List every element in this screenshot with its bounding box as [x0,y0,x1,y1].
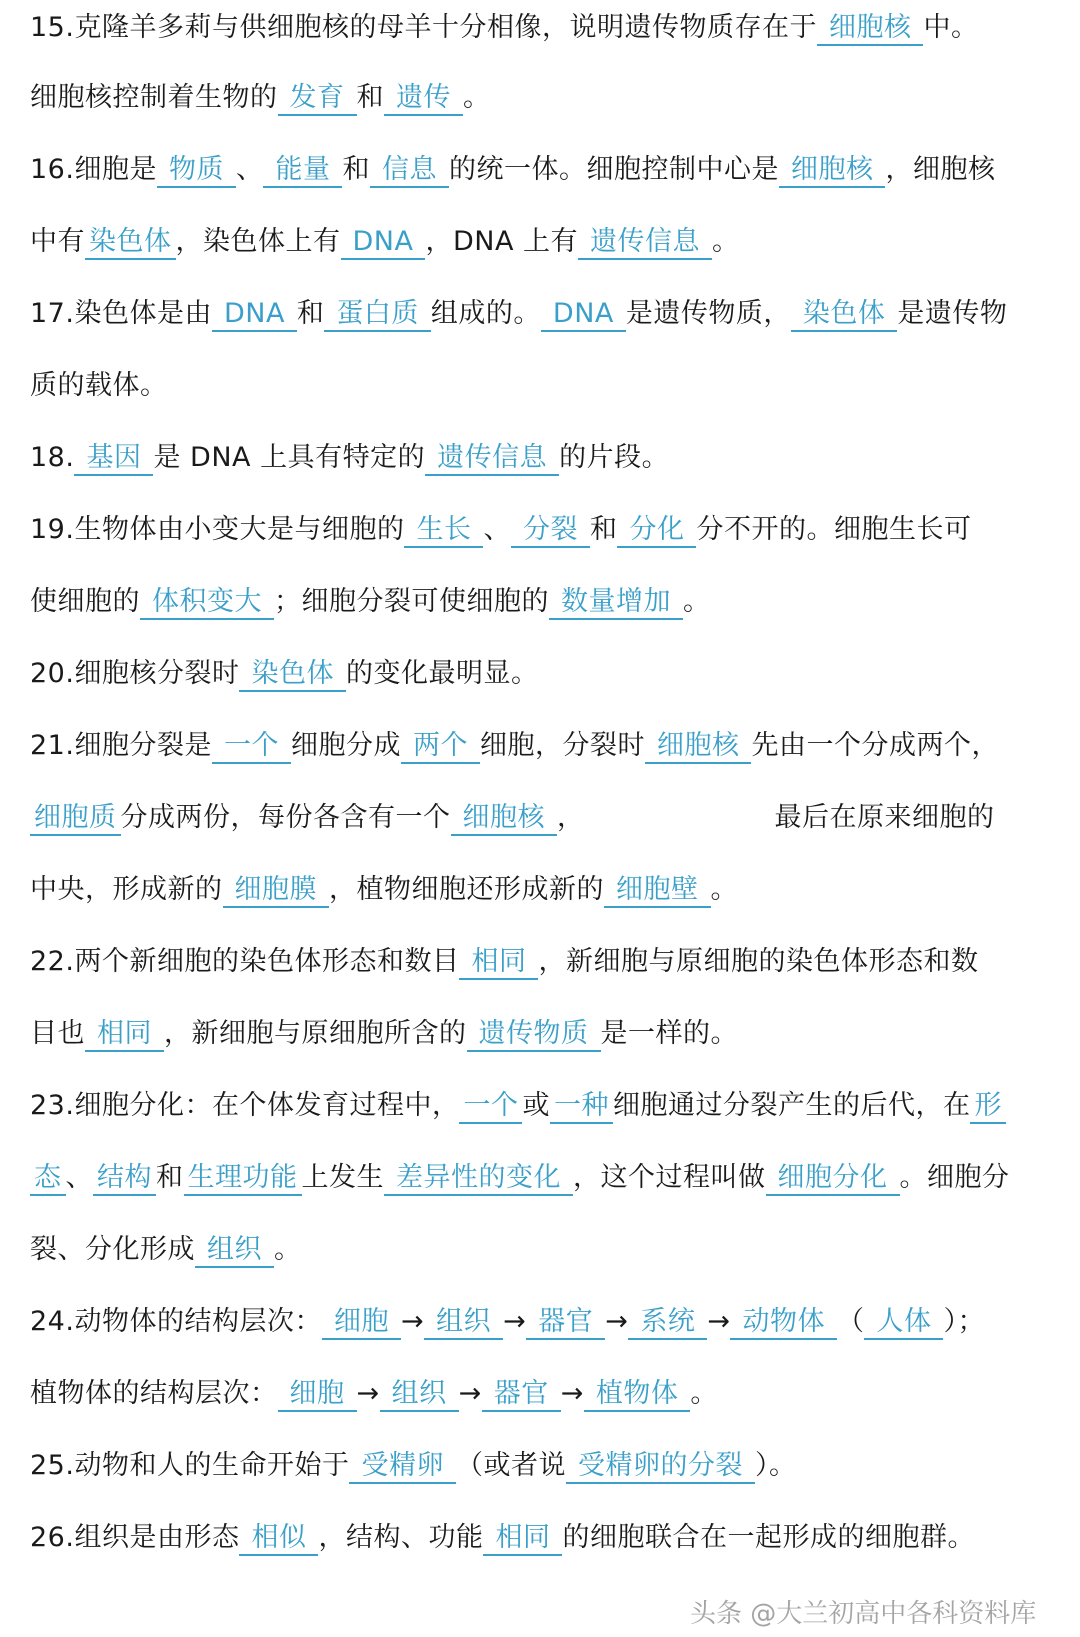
question-text: ，新细胞与原细胞的染色体形态和数 [538,946,979,977]
text-line [30,1374,1062,1414]
question-text: 先由一个分成两个， [751,730,999,761]
text-line [30,510,1062,550]
question-text: 16.细胞是 [30,154,157,185]
question-text: 18. [30,442,75,473]
answer-blank: 细胞 [322,1306,401,1340]
text-line [30,1014,1062,1054]
question-text: 目也 [30,1018,85,1049]
question-text: ，这个过程叫做 [573,1162,766,1193]
answer-blank: 细胞质 [30,802,121,836]
answer-blank: 细胞膜 [223,874,330,908]
question-text: ）。 [754,1450,797,1481]
question-text: 26.组织是由形态 [30,1522,240,1553]
question-text: 是 DNA 上具有特定的 [153,442,426,473]
answer-blank: 细胞核 [817,12,924,46]
answer-blank: 系统 [628,1306,707,1340]
text-line [30,870,1062,910]
answer-blank: 相似 [239,1522,318,1556]
answer-blank: 细胞核 [779,154,886,188]
question-text: 最后在原来细胞的 [774,802,995,833]
question-text: 或 [522,1090,550,1121]
question-text: 。 [712,226,740,257]
text-line [30,1302,1062,1342]
answer-blank: 相同 [459,946,538,980]
question-text: ，植物细胞还形成新的 [329,874,604,905]
answer-blank: 受精卵的分裂 [566,1450,755,1484]
text-line [30,8,1062,48]
question-text: 。细胞分 [899,1162,1010,1193]
text-line [30,654,1062,694]
question-text: 组成的。 [430,298,541,329]
text-line [30,1086,1062,1126]
question-text: ， [557,802,585,833]
answer-blank: 遗传信息 [425,442,559,476]
text-line [30,726,1062,766]
question-text: 20.细胞核分裂时 [30,658,240,689]
question-text: 15.克隆羊多莉与供细胞核的母羊十分相像，说明遗传物质存在于 [30,12,817,43]
answer-blank: DNA [541,298,626,332]
question-text: 和 [156,1162,184,1193]
question-text: 和 [296,298,325,329]
question-text: → [458,1378,482,1409]
answer-blank: 发育 [278,82,357,116]
answer-blank: 基因 [74,442,153,476]
text-line [30,1158,1062,1198]
answer-blank: 人体 [864,1306,943,1340]
question-text: 的统一体。细胞控制中心是 [448,154,779,185]
question-text: 、 [65,1162,93,1193]
answer-blank: 器官 [526,1306,605,1340]
question-text: 分不开的。细胞生长可 [696,514,972,545]
answer-blank: 物质 [157,154,236,188]
question-text: 和 [589,514,618,545]
answer-blank: 一个 [459,1090,522,1124]
answer-blank: 信息 [370,154,449,188]
question-text: → [605,1306,629,1337]
question-text: 细胞通过分裂产生的后代，在 [612,1090,971,1121]
question-text: → [560,1378,584,1409]
question-text: → [356,1378,380,1409]
answer-blank: 细胞壁 [604,874,711,908]
answer-blank: 细胞核 [645,730,752,764]
question-text: ）； [943,1306,985,1337]
question-text: （或者说 [455,1450,566,1481]
question-text: 21.细胞分裂是 [30,730,212,761]
answer-blank: 形 [970,1090,1006,1124]
answer-blank: 细胞 [278,1378,357,1412]
question-text: 的片段。 [559,442,670,473]
answer-blank: DNA [341,226,426,260]
question-text: → [400,1306,425,1337]
answer-blank: 组织 [380,1378,459,1412]
question-text: 植物体的结构层次： [30,1378,278,1409]
question-text: 细胞，分裂时 [479,730,645,761]
answer-blank: 结构 [93,1162,156,1196]
question-text: 、 [235,154,264,185]
question-text: ，新细胞与原细胞所含的 [164,1018,467,1049]
text-line [30,1518,1062,1558]
answer-blank: 能量 [263,154,342,188]
text-line [30,1230,1062,1270]
question-text: 质的载体。 [30,370,168,401]
answer-blank: 染色体 [791,298,898,332]
question-text: → [503,1306,527,1337]
question-text: 的细胞联合在一起形成的细胞群。 [562,1522,975,1553]
answer-blank: 态 [30,1162,66,1196]
question-text: 是一样的。 [600,1018,738,1049]
answer-blank: 植物体 [584,1378,691,1412]
question-text: （ [836,1306,865,1337]
answer-blank: 细胞分化 [766,1162,900,1196]
question-text: 22.两个新细胞的染色体形态和数目 [30,946,460,977]
question-text: ，DNA 上有 [425,226,579,257]
answer-blank: 相同 [483,1522,562,1556]
question-text: 中。 [923,12,979,43]
question-text: ；细胞分裂可使细胞的 [274,586,549,617]
question-text: 的变化最明显。 [345,658,539,689]
question-text: ，染色体上有 [175,226,341,257]
text-line [30,222,1062,262]
question-text: 。 [463,82,491,113]
answer-blank: 生长 [404,514,483,548]
question-text: → [707,1306,731,1337]
question-text: 使细胞的 [30,586,140,617]
question-text: 。 [274,1234,302,1265]
answer-blank: 差异性的变化 [384,1162,573,1196]
text-line [30,942,1062,982]
text-line [30,582,1062,622]
answer-blank: 遗传物质 [467,1018,601,1052]
question-text: 23.细胞分化：在个体发育过程中， [30,1090,460,1121]
answer-blank: 组织 [195,1234,274,1268]
answer-blank: 两个 [401,730,480,764]
question-text: 上发生 [301,1162,384,1193]
answer-blank: 染色体 [85,226,176,260]
question-text: ，细胞核 [885,154,996,185]
question-text: 裂、分化形成 [30,1234,195,1265]
question-text: 、 [483,514,511,545]
answer-blank: 受精卵 [349,1450,456,1484]
answer-blank: 生理功能 [184,1162,302,1196]
answer-blank: 分化 [617,514,696,548]
answer-blank: 器官 [482,1378,561,1412]
question-text: 是遗传物 [897,298,1008,329]
answer-blank: 组织 [424,1306,503,1340]
question-text: 。 [683,586,711,617]
text-line [30,366,1062,406]
answer-blank: 细胞核 [451,802,558,836]
text-line [30,438,1062,478]
text-line [30,150,1062,190]
question-text: ，结构、功能 [318,1522,484,1553]
text-line [30,78,1062,118]
answer-blank: 一种 [550,1090,613,1124]
question-text: 分成两份，每份各含有一个 [120,802,451,833]
text-line [30,798,1062,838]
question-text: 是遗传物质， [625,298,791,329]
answer-blank: 蛋白质 [324,298,431,332]
text-line [30,1446,1062,1486]
answer-blank: 染色体 [239,658,346,692]
text-line [30,294,1062,334]
answer-blank: 相同 [85,1018,164,1052]
watermark-text: 头条 @大兰初高中各科资料库 [690,1599,1037,1629]
question-text: 和 [342,154,370,185]
question-text: 19.生物体由小变大是与细胞的 [30,514,405,545]
answer-blank: 一个 [212,730,291,764]
question-text: 细胞分成 [290,730,401,761]
question-text: 24.动物体的结构层次： [30,1306,322,1337]
question-text: 细胞核控制着生物的 [30,82,278,113]
answer-blank: 动物体 [730,1306,837,1340]
answer-blank: 遗传信息 [578,226,712,260]
question-text: 中央，形成新的 [30,874,223,905]
question-text: 。 [710,874,738,905]
question-text: 和 [356,82,384,113]
answer-blank: 数量增加 [549,586,683,620]
question-text: 25.动物和人的生命开始于 [30,1450,350,1481]
question-text: 中有 [30,226,85,257]
answer-blank: 分裂 [511,514,590,548]
question-text: 。 [690,1378,718,1409]
answer-blank: 遗传 [384,82,463,116]
question-text: 17.染色体是由 [30,298,212,329]
answer-blank: 体积变大 [140,586,274,620]
answer-blank: DNA [212,298,297,332]
